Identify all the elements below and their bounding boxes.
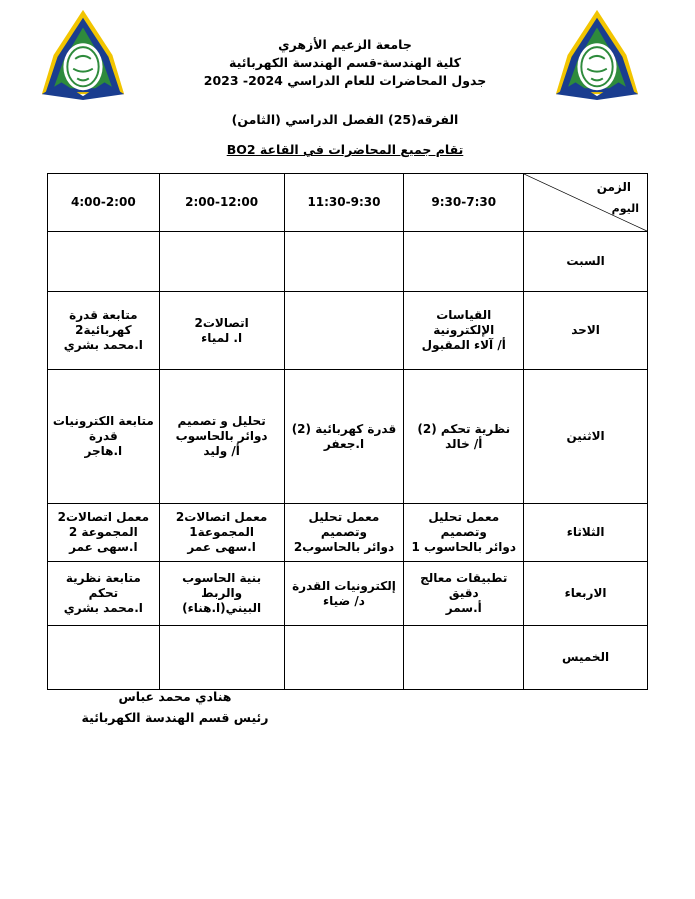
lecture-line: متابعة قدرة	[69, 308, 138, 322]
lecture-line: معمل تحليل وتصميم	[428, 510, 500, 539]
lecture-line: ا.محمد بشري	[63, 601, 143, 615]
semester-label: الفرقه(25) الفصل الدراسي (الثامن)	[231, 112, 459, 127]
day-cell: السبت	[524, 232, 648, 292]
lecture-cell	[404, 504, 524, 562]
lecture-cell	[404, 232, 524, 292]
logo-seal-icon	[556, 10, 638, 100]
table-row	[48, 370, 648, 504]
signature-block	[60, 686, 290, 728]
time-header: 11:30-9:30	[284, 174, 404, 232]
lecture-line: قدرة كهربائية (2)	[291, 421, 397, 436]
lecture-line: نظرية تحكم (2)	[417, 421, 511, 436]
lecture-cell	[48, 626, 160, 690]
lecture-cell	[159, 292, 284, 370]
lecture-cell	[284, 562, 404, 626]
table-row	[48, 232, 648, 292]
lecture-line: دوائر بالحاسوب 1	[411, 540, 516, 554]
lecture-line: معمل اتصالات2	[57, 510, 150, 524]
lecture-cell	[159, 504, 284, 562]
logo-seal-icon	[42, 10, 124, 100]
corner-time-label: الزمن	[596, 180, 631, 194]
lecture-line: أ.سمر	[445, 601, 482, 615]
lecture-line: إلكترونيات القدرة	[292, 578, 396, 593]
lecture-line: القياسات الإلكترونية	[433, 308, 495, 337]
lecture-cell	[284, 232, 404, 292]
lecture-line: د/ ضياء	[323, 593, 365, 608]
lecture-line: ا. لمياء	[201, 330, 243, 345]
lecture-line: معمل اتصالات2	[175, 510, 268, 524]
lecture-cell	[48, 370, 160, 504]
schedule-title: جدول المحاضرات للعام الدراسي 2024- 2023	[203, 73, 487, 88]
lecture-cell	[404, 370, 524, 504]
corner-day-label: اليوم	[611, 202, 639, 215]
signatory-name: هنادي محمد عباس	[118, 689, 232, 704]
lecture-line: أ/ وليد	[203, 444, 240, 458]
lecture-line: دوائر بالحاسوب2	[293, 540, 395, 554]
time-header: 2:00-12:00	[159, 174, 284, 232]
lecture-cell	[159, 626, 284, 690]
hall-note-text: تقام جميع المحاضرات في القاعة BO2	[226, 142, 464, 157]
table-row	[48, 626, 648, 690]
day-cell: الخميس	[524, 626, 648, 690]
lecture-line: ا.جعفر	[323, 436, 365, 451]
lecture-cell	[48, 562, 160, 626]
lecture-line: تحليل و تصميم	[177, 414, 266, 428]
lecture-cell	[284, 504, 404, 562]
corner-cell	[524, 174, 648, 232]
lecture-cell	[159, 370, 284, 504]
lecture-cell	[48, 232, 160, 292]
lecture-cell	[159, 562, 284, 626]
day-cell: الثلاثاء	[524, 504, 648, 562]
lecture-line: ا.سهى عمر	[187, 540, 256, 554]
lecture-line: ا.سهى عمر	[69, 540, 138, 554]
lecture-line: أ/ آلاء المقبول	[421, 338, 506, 352]
schedule-table	[47, 173, 648, 690]
lecture-line: ا.هاجر	[84, 444, 123, 458]
day-cell: الاثنين	[524, 370, 648, 504]
lecture-line: أ/ خالد	[445, 436, 483, 451]
lecture-line: البيني(ا.هناء)	[182, 601, 262, 615]
lecture-line: تطبيقات معالج دقيق	[420, 571, 508, 600]
lecture-cell	[404, 626, 524, 690]
lecture-cell	[284, 370, 404, 504]
day-cell: الاربعاء	[524, 562, 648, 626]
university-logo-left	[34, 6, 132, 100]
lecture-line: متابعة نظرية تحكم	[65, 571, 141, 600]
lecture-line: دوائر بالحاسوب	[175, 429, 268, 443]
lecture-cell	[48, 292, 160, 370]
lecture-line: اتصالات2	[194, 315, 249, 330]
lecture-line: معمل تحليل وتصميم	[308, 510, 380, 539]
lecture-line: قدرة	[88, 429, 118, 443]
lecture-cell	[404, 292, 524, 370]
table-row	[48, 562, 648, 626]
lecture-cell	[284, 292, 404, 370]
lecture-line: المجموعة 2	[68, 525, 138, 539]
day-cell: الاحد	[524, 292, 648, 370]
table-row	[48, 504, 648, 562]
signatory-title: رئيس قسم الهندسة الكهربائية	[81, 710, 269, 725]
lecture-cell	[284, 626, 404, 690]
faculty-name: كلية الهندسة-قسم الهندسة الكهربائية	[229, 55, 461, 70]
document-header	[150, 36, 540, 90]
lecture-cell	[48, 504, 160, 562]
university-logo-right	[548, 6, 646, 100]
time-header: 9:30-7:30	[404, 174, 524, 232]
lecture-line: المجموعة1	[189, 525, 254, 539]
lecture-cell	[404, 562, 524, 626]
lecture-line: بنية الحاسوب والربط	[182, 571, 262, 600]
table-header-row	[48, 174, 648, 232]
table-row	[48, 292, 648, 370]
lecture-line: ا.محمد بشري	[63, 338, 143, 352]
lecture-line: متابعة الكترونيات	[52, 414, 154, 428]
lecture-cell	[159, 232, 284, 292]
hall-note	[150, 142, 540, 157]
lecture-line: كهربائية2	[75, 323, 132, 337]
time-header: 4:00-2:00	[48, 174, 160, 232]
university-name: جامعة الزعيم الأزهري	[278, 37, 412, 52]
